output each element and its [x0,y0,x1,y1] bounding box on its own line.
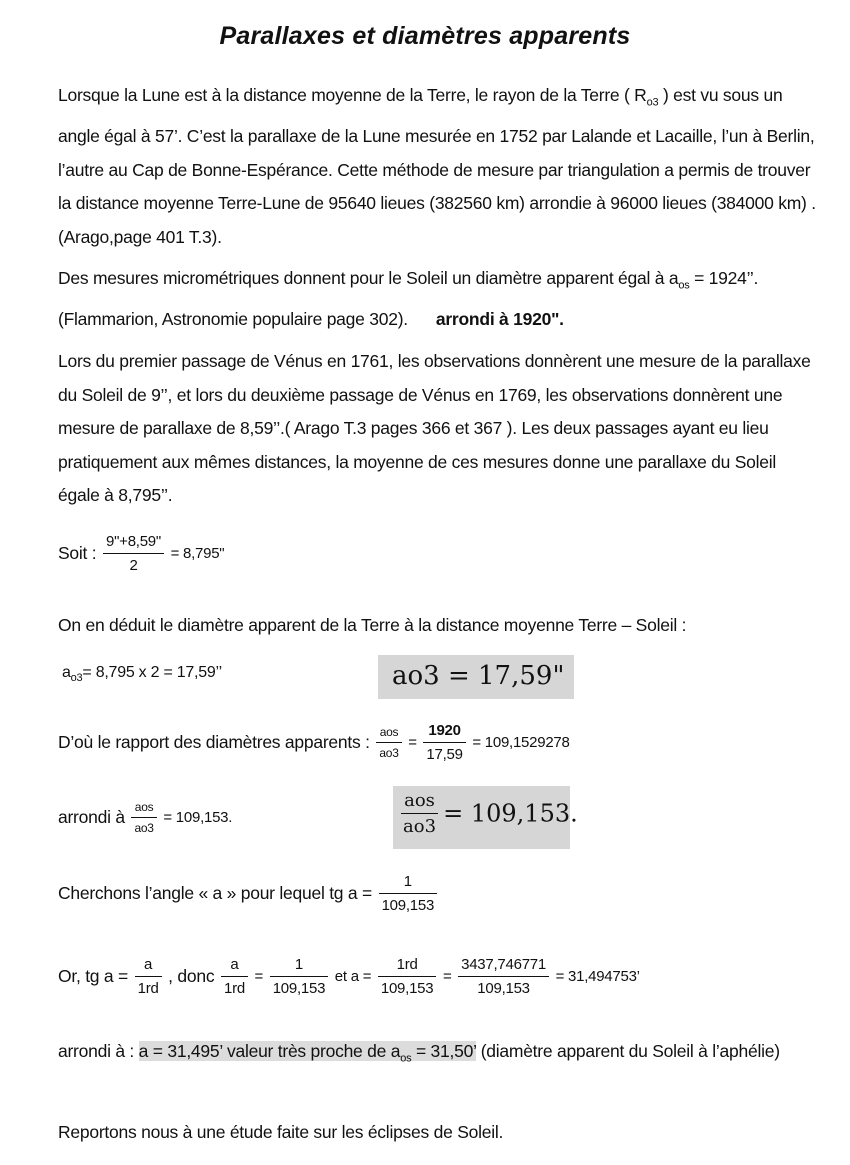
or-fraction-5 [458,956,549,997]
or-f3-num: 1 [270,956,328,977]
page-title: Parallaxes et diamètres apparents [219,22,631,50]
rounded-ao3: ao3 [134,821,154,835]
ratio-equation: D’où le rapport des diamètres apparents : $\frac{\text{aos}}{ao3}$ = $\frac{1920}{17,59}$ = 109,1529278 [58,722,570,763]
ratio-fraction-symbols [376,725,401,760]
or-f1-den: 1rd [137,980,159,997]
or-f5-num: 3437,746771 [458,956,549,977]
paragraph-lune [58,79,818,254]
or-text-2: , donc [168,966,215,986]
rounded-aos: aos [131,800,156,818]
or-f4-den: 109,153 [380,980,434,997]
box2-result: = 109,153. [443,799,578,828]
paragraph-lune-text: Lorsque la Lune est à la distance moyenne de la Terre, le rayon de la Terre ( R [58,85,647,105]
or-text-4: et a = [334,968,372,985]
angle-numerator: 1 [379,873,437,894]
paragraph-lune-rest: ) est vu sous un angle égal à 57’. C’est la parallaxe de la Lune mesurée en 1752 par Lalande et Lacaille, l’un à Berlin, l’autre au Cap de Bonne-Espérance. Cette méthode de mesure par triangulation a permis de trouver la distance moyenne Terre-Lune de 95640 lieues (382560 km) arrondie à 96000 lieues (384000 km) . (Arago,page 401 T.3). [58,85,816,247]
paragraph-venus [58,345,818,513]
ratio-result: = 109,1529278 [472,734,570,751]
or-text-5: = [442,968,452,985]
angle-label: Cherchons l’angle « a » pour lequel tg a = [58,883,372,903]
ratio-1920: 1920 [423,722,465,743]
or-text-1: Or, tg a = [58,966,128,986]
or-fraction-1 [135,956,162,997]
soit-numerator: 9"+8,59" [103,533,164,554]
soit-fraction [103,533,164,574]
final-highlight-value: = 31,50’ [411,1041,477,1061]
paragraph-venus-text: Lors du premier passage de Vénus en 1761, les observations donnèrent une mesure de la parallaxe du Soleil de 9’’, et lors du deuxième passage de Vénus en 1769, les observations donnèrent une mesure de parallaxe de 8,59’’.( Arago T.3 pages 366 et 367 ). Les deux passages ayant eu lieu pratiquement aux mêmes distances, la moyenne de ces mesures donne une parallaxe du Soleil égale à 8,795’’. [58,351,811,505]
ao3-subscript: o3 [70,672,83,685]
final-aos-subscript: os [400,1052,412,1065]
final-rest: (diamètre apparent du Soleil à l’aphélie) [476,1041,780,1061]
rounded-label: arrondi à [58,807,125,827]
angle-fraction [379,873,437,914]
soit-denominator: 2 [129,557,138,574]
ao3-highlight-box [378,655,574,699]
ratio-1759: 17,59 [426,746,463,763]
final-label: arrondi à : [58,1041,135,1061]
angle-denominator: 109,153 [381,897,435,914]
or-f4-num: 1rd [378,956,436,977]
ao3-rest: = 8,795 x 2 = 17,59’’ [82,664,222,681]
or-result: = 31,494753’ [555,968,640,985]
ratio-label: D’où le rapport des diamètres apparents : [58,732,370,752]
or-f5-den: 109,153 [477,980,530,997]
or-f3-den: 109,153 [272,980,326,997]
rounded-result: = 109,153. [163,809,233,826]
paragraph-final [58,1035,818,1076]
angle-equation [58,873,439,914]
soit-equation [58,533,224,574]
or-f2-den: 1rd [223,980,245,997]
rayon-subscript: o3 [646,96,659,109]
final-highlight [138,1041,477,1065]
rounded-fraction [131,800,156,835]
or-fraction-2 [221,956,248,997]
box2-denominator: ao3 [403,816,437,837]
or-text-3: = [254,968,264,985]
aos-subscript: os [678,279,690,292]
final-highlight-text: a = 31,495’ valeur très proche de a [138,1041,401,1061]
soit-label: Soit : [58,543,97,563]
ratio-highlight-content [401,790,578,837]
rounded-equation [58,800,232,835]
ao3-a: a [62,664,71,681]
or-fraction-4 [378,956,436,997]
or-equation [58,956,640,997]
soit-result: = 8,795" [170,545,225,562]
ratio-ao3: ao3 [379,746,399,760]
or-f2-num: a [221,956,248,977]
ratio-aos: aos [376,725,401,743]
or-f1-num: a [135,956,162,977]
paragraph-soleil-text: Des mesures micrométriques donnent pour le Soleil un diamètre apparent égal à a [58,268,679,288]
ao3-equation [62,664,222,684]
or-fraction-3 [270,956,328,997]
paragraph-soleil [58,262,818,337]
ratio-fraction-values [423,722,465,763]
paragraph-deduit: On en déduit le diamètre apparent de la Terre à la distance moyenne Terre – Soleil : [58,615,687,635]
arrondi-1920: arrondi à 1920". [435,309,564,329]
box2-numerator: aos [401,790,438,814]
ratio-highlight-box [393,786,578,849]
ao3-highlight-text: ao3 = 17,59" [392,661,565,691]
paragraph-soleil-rest: = 1924’’. (Flammarion, Astronomie populaire page 302). [58,268,759,329]
paragraph-last: Reportons nous à une étude faite sur les éclipses de Soleil. [58,1122,504,1142]
